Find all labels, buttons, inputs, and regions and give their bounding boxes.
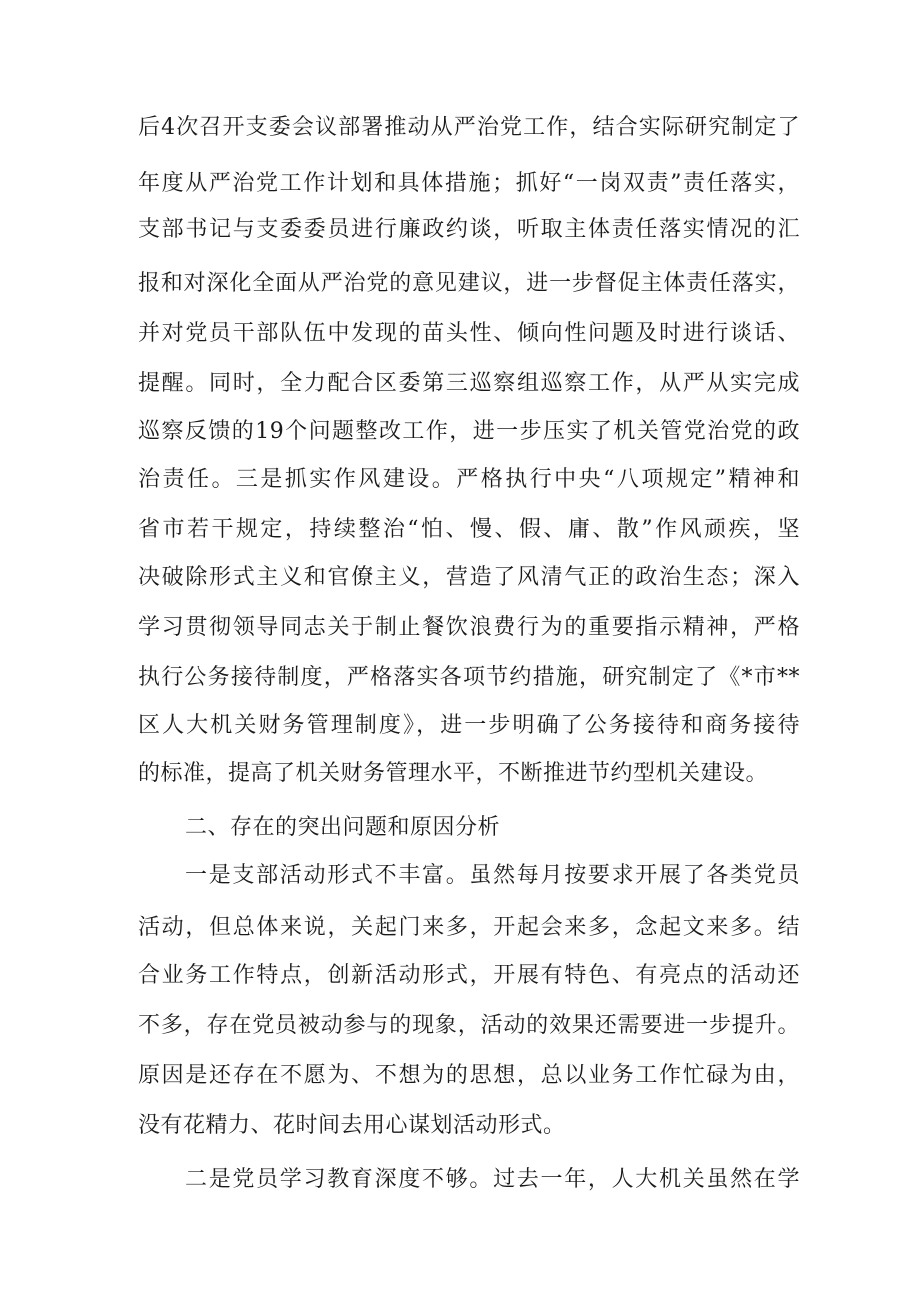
section-heading: 二、存在的突出问题和原因分析 bbox=[185, 815, 501, 840]
paragraph-line: 一是支部活动形式不丰富。虽然每月按要求开展了各类党员 bbox=[185, 863, 800, 888]
paragraph-line: 省市若干规定，持续整治“怕、慢、假、庸、散”作风顽疾，坚 bbox=[138, 517, 800, 542]
paragraph-line: 合业务工作特点，创新活动形式，开展有特色、有亮点的活动还 bbox=[138, 963, 800, 988]
paragraph-line: 学习贯彻领导同志关于制止餐饮浪费行为的重要指示精神，严格 bbox=[138, 615, 800, 640]
paragraph-line: 并对党员干部队伍中发现的苗头性、倾向性问题及时进行谈话、 bbox=[138, 321, 800, 346]
paragraph-line: 执行公务接待制度，严格落实各项节约措施，研究制定了《*市** bbox=[138, 665, 800, 690]
paragraph-line: 决破除形式主义和官僚主义，营造了风清气正的政治生态；深入 bbox=[138, 565, 800, 590]
paragraph-line: 年度从严治党工作计划和具体措施；抓好“一岗双责”责任落实， bbox=[138, 171, 800, 196]
paragraph-line: 的标准，提高了机关财务管理水平，不断推进节约型机关建设。 bbox=[138, 761, 769, 786]
paragraph-line: 活动，但总体来说，关起门来多，开起会来多，念起文来多。结 bbox=[138, 915, 800, 940]
paragraph-line: 没有花精力、花时间去用心谋划活动形式。 bbox=[138, 1113, 566, 1138]
paragraph-line: 支部书记与支委委员进行廉政约谈，听取主体责任落实情况的汇 bbox=[138, 217, 800, 242]
paragraph-line: 区人大机关财务管理制度》，进一步明确了公务接待和商务接待 bbox=[138, 713, 800, 738]
paragraph-line: 原因是还存在不愿为、不想为的思想，总以业务工作忙碌为由， bbox=[138, 1063, 800, 1088]
paragraph-line: 报和对深化全面从严治党的意见建议，进一步督促主体责任落实， bbox=[138, 271, 800, 296]
paragraph-line: 不多，存在党员被动参与的现象，活动的效果还需要进一步提升。 bbox=[138, 1013, 800, 1038]
paragraph-line: 二是党员学习教育深度不够。过去一年，人大机关虽然在学 bbox=[185, 1167, 800, 1192]
paragraph-line: 巡察反馈的19个问题整改工作，进一步压实了机关管党治党的政 bbox=[138, 419, 800, 444]
paragraph-line: 治责任。三是抓实作风建设。严格执行中央“八项规定”精神和 bbox=[138, 467, 800, 492]
paragraph-line: 后4次召开支委会议部署推动从严治党工作，结合实际研究制定了 bbox=[138, 115, 800, 140]
paragraph-line: 提醒。同时，全力配合区委第三巡察组巡察工作，从严从实完成 bbox=[138, 371, 800, 396]
